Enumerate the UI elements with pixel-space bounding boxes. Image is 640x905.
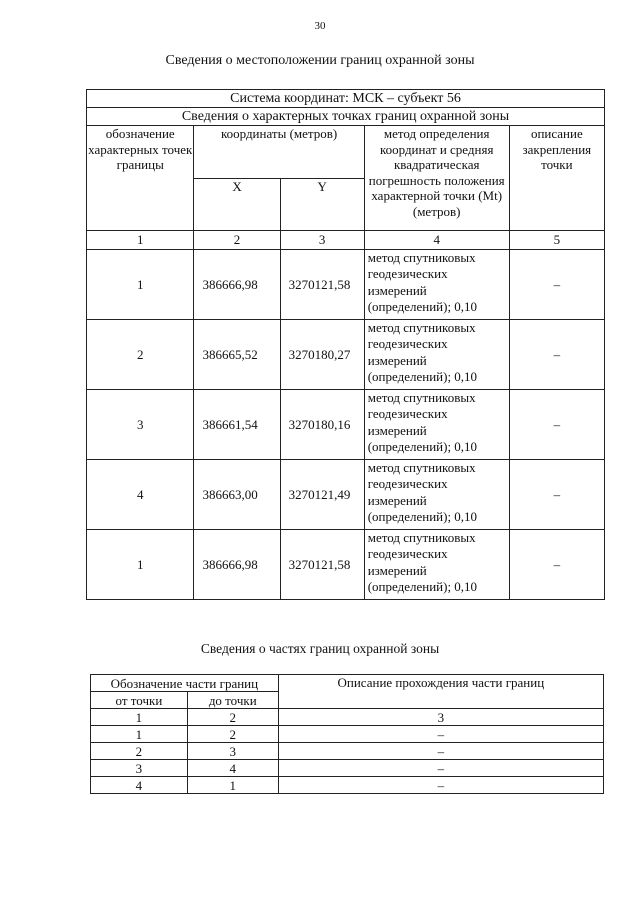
header-to-cell: до точки	[187, 692, 278, 709]
to-cell: 2	[187, 726, 278, 743]
x-cell: 386666,98	[194, 530, 280, 600]
to-cell: 3	[187, 743, 278, 760]
header-y-cell: Y	[280, 178, 364, 231]
x-cell: 386666,98	[194, 250, 280, 320]
y-cell: 3270121,49	[280, 460, 364, 530]
table-row	[87, 390, 605, 460]
method-cell: метод спутниковых геодезических измерений (определений); 0,10	[364, 320, 509, 390]
characteristic-points-table	[86, 89, 605, 600]
point-cell: 1	[87, 250, 194, 320]
column-number: 1	[91, 709, 188, 726]
header-coords-cell: координаты (метров)	[194, 126, 364, 179]
description-cell: –	[509, 320, 604, 390]
method-cell: метод спутниковых геодезических измерений (определений); 0,10	[364, 530, 509, 600]
header-part-cell: Обозначение части границ	[91, 675, 279, 692]
to-cell: 4	[187, 760, 278, 777]
from-cell: 1	[91, 726, 188, 743]
method-cell: метод спутниковых геодезических измерений (определений); 0,10	[364, 250, 509, 320]
column-number: 4	[364, 231, 509, 250]
header-point-cell: обозначение характерных точек границы	[87, 126, 194, 231]
table-row	[87, 320, 605, 390]
table-row	[87, 460, 605, 530]
table-row	[87, 250, 605, 320]
header-description-cell: описание закрепления точки	[509, 126, 604, 231]
table-row	[91, 760, 604, 777]
header-from-cell: от точки	[91, 692, 188, 709]
description-cell: –	[278, 726, 603, 743]
description-cell: –	[509, 390, 604, 460]
boundary-parts-table	[90, 674, 604, 794]
table-row	[91, 777, 604, 794]
column-number: 3	[278, 709, 603, 726]
column-number: 5	[509, 231, 604, 250]
description-cell: –	[509, 460, 604, 530]
x-cell: 386661,54	[194, 390, 280, 460]
header-method-cell: метод определения координат и средняя квадратическая погрешность положения характерной точки (Mt) (метров)	[364, 126, 509, 231]
point-cell: 2	[87, 320, 194, 390]
point-cell: 3	[87, 390, 194, 460]
column-number: 3	[280, 231, 364, 250]
table-row	[87, 530, 605, 600]
table-row	[91, 726, 604, 743]
from-cell: 2	[91, 743, 188, 760]
header-description-cell: Описание прохождения части границ	[278, 675, 603, 709]
table-row	[91, 743, 604, 760]
point-cell: 1	[87, 530, 194, 600]
y-cell: 3270121,58	[280, 530, 364, 600]
y-cell: 3270180,27	[280, 320, 364, 390]
column-number: 2	[187, 709, 278, 726]
page-number: 30	[314, 20, 326, 32]
column-number: 2	[194, 231, 280, 250]
description-cell: –	[278, 777, 603, 794]
method-cell: метод спутниковых геодезических измерений (определений); 0,10	[364, 460, 509, 530]
y-cell: 3270180,16	[280, 390, 364, 460]
from-cell: 4	[91, 777, 188, 794]
to-cell: 1	[187, 777, 278, 794]
description-cell: –	[278, 760, 603, 777]
table-title-cell: Сведения о характерных точках границ охранной зоны	[87, 108, 605, 126]
column-number: 1	[87, 231, 194, 250]
method-cell: метод спутниковых геодезических измерений (определений); 0,10	[364, 390, 509, 460]
coordinate-system-cell: Система координат: МСК – субъект 56	[87, 90, 605, 108]
from-cell: 3	[91, 760, 188, 777]
section-title-boundaries: Сведения о местоположении границ охранной зоны	[165, 53, 475, 68]
x-cell: 386665,52	[194, 320, 280, 390]
description-cell: –	[278, 743, 603, 760]
y-cell: 3270121,58	[280, 250, 364, 320]
description-cell: –	[509, 250, 604, 320]
point-cell: 4	[87, 460, 194, 530]
x-cell: 386663,00	[194, 460, 280, 530]
description-cell: –	[509, 530, 604, 600]
header-x-cell: X	[194, 178, 280, 231]
section-title-parts: Сведения о частях границ охранной зоны	[200, 641, 440, 656]
